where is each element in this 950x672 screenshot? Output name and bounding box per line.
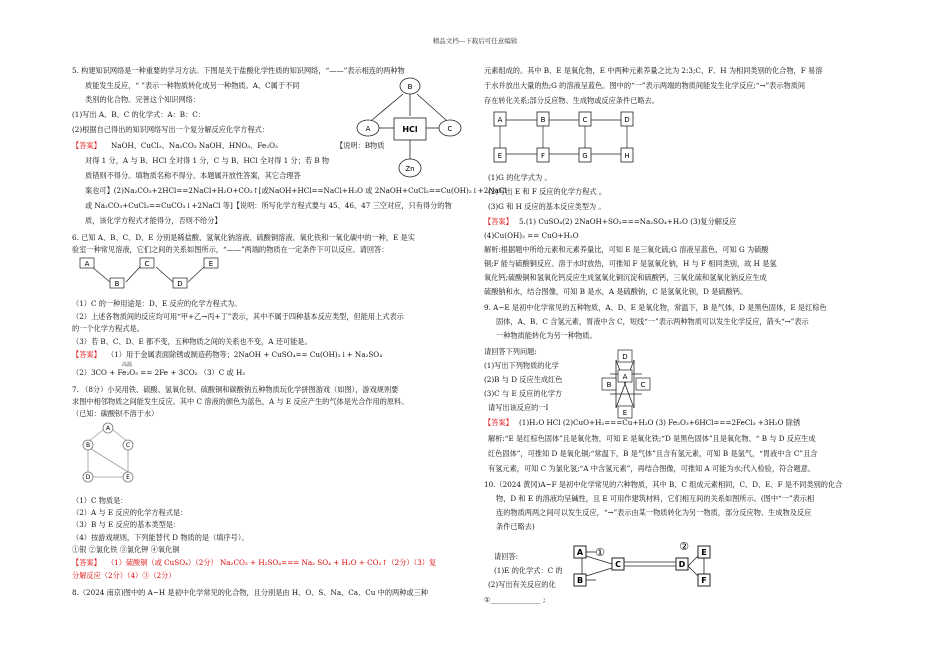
q9-line: 请回答下列问题: <box>484 347 537 356</box>
q8-node-label: G <box>582 152 588 160</box>
node-a-label: A <box>365 125 371 133</box>
q9-analysis: 红色固体”，可推知 D 是氧化铜;“常温下，B 是气体”且含有氢元素，可知 B 是氢气，“胃液中含 C”且含 <box>488 449 818 458</box>
q8-diagram <box>494 110 644 166</box>
q6-chain-diagram <box>78 256 228 292</box>
q10-line: 物，D 和 E 的溶液均呈碱性，且 E 可用作建筑材料，它们相互间的关系如图所示。(图中“一”表示相 <box>496 494 815 503</box>
q9-diagram <box>600 348 652 420</box>
q10-line: ①______________ ; <box>484 595 546 604</box>
svg-text:C: C <box>640 381 646 389</box>
node-c-label: C <box>447 125 453 133</box>
q8-answer: (4)Cu(OH)₂ == CuO+H₂O <box>484 231 579 240</box>
q8-node-label: C <box>582 116 588 124</box>
q6-line: 6. 已知 A、B、C、D、E 分别是稀盐酸、氢氧化钠溶液、硫酸铜溶液、氧化铁和一氧化碳中的一种，E 是实 <box>72 233 415 242</box>
svg-text:B: B <box>85 442 91 449</box>
q5-line: 质，该化学方程式才能得分，否则不给分】 <box>85 216 222 225</box>
q8-analysis: 硫酸钠和水，结合图像，可知 B 是水，A 是硫酸钠，C 是氢氧化钡，D 是硫酸钙。 <box>484 287 748 296</box>
q7-answer: 分解反应（2分）（4）③（2分） <box>72 571 176 580</box>
q8-intro: 于水并放出大量的热;G 的溶液呈蓝色。图中的“一”表示两端的物质间能发生化学反应;“→”表示物质间 <box>484 81 806 90</box>
svg-text:E: E <box>701 548 707 557</box>
svg-text:A: A <box>105 425 111 432</box>
q8-analysis: 氧化钙;硫酸铜和氢氧化钙反应生成氢氧化铜沉淀和硫酸钙，三氧化硫和氢氧化钠反应生成 <box>484 273 767 282</box>
q7-diagram <box>78 420 158 490</box>
q10-line: 请回答: <box>494 552 518 561</box>
q7-line: （1）C 物质是： <box>72 496 128 505</box>
q7-line: 7. （8分）小吴用铁、硫酸、氢氧化钡、硫酸铜和碳酸钠五种物质玩化学拼图游戏（如图），游戏规则要 <box>72 385 399 394</box>
q10-line: 条件已略去) <box>496 522 535 531</box>
q10-line: 连的物质两两之间可以发生反应，“→”表示由某一物质转化为另一物质，部分反应物、生成物及反应 <box>496 508 812 517</box>
q6-line: （2）上述各物质间的反应均可用“甲+乙→丙+丁”表示，其中不属于四种基本反应类型，但能用上式表示 <box>72 312 404 321</box>
q8-node-label: A <box>497 116 503 124</box>
q10-label-2: ② <box>679 540 689 553</box>
q8-answer: 5.(1) CuSO₄(2) 2NaOH+SO₃===Na₂SO₄+H₂O (3)复分解反应 <box>519 217 737 226</box>
svg-text:C: C <box>144 260 150 268</box>
node-zn-label: Zn <box>405 165 415 173</box>
q9-line: (1)写出下列物质的化学 <box>484 361 559 370</box>
q8-question: (3)G 和 H 反应的基本反应类型为 。 <box>488 202 606 211</box>
q9-line: 固体，A、B、C 含氢元素，胃液中含 C，短线“一”表示两种物质可以发生化学反应，箭头“→”表示 <box>496 317 809 326</box>
svg-text:D: D <box>85 474 91 481</box>
svg-text:A: A <box>84 260 90 268</box>
node-b-label: B <box>407 83 413 91</box>
answer-label: 【答案】 <box>72 141 101 150</box>
svg-text:D: D <box>622 353 628 361</box>
q6-answer: （2）3CO + Fe₂O₃ == 2Fe + 3CO₂ （3）C 或 H₂ <box>72 368 246 377</box>
svg-text:D: D <box>678 560 686 569</box>
q5-line: NaOH、CuCl₂、Na₂CO₃ NaOH、HNO₃、Fe₂O₃ <box>111 141 278 150</box>
q8-node-label: D <box>624 116 630 124</box>
q10-line: (2)写出有关反应的化 <box>488 580 556 589</box>
q10-line: 10.（2024 黄冈)A~F 是初中化学常见的六种物质，其中 B、C 组成元素相同，C、D、E、F 是不同类别的化合 <box>484 480 843 489</box>
q10-diagram <box>572 542 722 594</box>
q5-line: 案也可】(2)Na₂CO₃+2HCl==2NaCl+H₂O+CO₂↑[或NaOH+HCl==NaCl+H₂O 或 2NaOH+CuCl₂==Cu(OH)₂↓+2NaCl <box>85 186 507 195</box>
svg-text:B: B <box>114 280 120 288</box>
q8-question: (1)G 的化学式为 。 <box>488 173 552 182</box>
q6-condition: 高温 <box>122 362 133 368</box>
node-hcl-label: HCl <box>402 125 418 134</box>
q6-answer: （1）用于金属表面除锈或制造药物等；2NaOH + CuSO₄== Cu(OH)₂↓+ Na₂SO₄ <box>107 350 383 359</box>
svg-text:E: E <box>126 474 130 481</box>
q8-question: (2)写出 E 和 F 反应的化学方程式 。 <box>488 187 607 196</box>
q8-node-label: B <box>540 116 546 124</box>
q5-diagram <box>350 76 470 181</box>
page-header: 精品文档---下载后可任意编辑 <box>432 37 518 45</box>
q5-line: 类别的化合物。完善这个知识网络： <box>85 95 201 104</box>
svg-text:E: E <box>622 409 628 417</box>
q9-answer: (1)H₂O HCl (2)CuO+H₂===Cu+H₂O (3) Fe₂O₃+6HCl===2FeCl₃ +3H₂O 除锈 <box>519 418 801 427</box>
q8-node-label: E <box>497 152 503 160</box>
q9-line: 9. A~E 是初中化学常见的五种物质，A、D、E 是氧化物，常温下，B 是气体，D 是黑色固体，E 是红棕色 <box>484 303 827 312</box>
answer-label: 【答案】 <box>72 558 101 567</box>
q9-line: 一种物质能转化为另一种物质。 <box>496 331 597 340</box>
q7-line: 求图中相邻物质之间能发生反应。其中 C 溶液的颜色为蓝色，A 与 E 反应产生的气体是光合作用的原料。 <box>72 397 409 406</box>
q9-analysis: 解析:“E 是红棕色固体”且是氧化物，可知 E 是氧化铁;“D 是黑色固体”且是氧化物、“ B 与 D 反应生成 <box>488 434 816 443</box>
q6-line: （1）C 的一种用途是：D、E 反应的化学方程式为。 <box>72 299 242 308</box>
svg-text:C: C <box>615 560 621 569</box>
q8-node-label: H <box>624 152 630 160</box>
q5-line: 质能发生反应，“ ”表示一种物质转化成另一种物质。A、C属于不同 <box>85 81 300 90</box>
svg-text:C: C <box>125 442 131 449</box>
q9-line: (3)C 与 E 反应的化学方 <box>484 389 563 398</box>
svg-text:F: F <box>701 576 707 585</box>
q7-line: （4）按游戏规则，下列能替代 D 物质的是（填序号）。 <box>72 533 249 542</box>
q8-line: 8.（2024 南京)图中的 A~H 是初中化学常见的化合物，且分别是由 H、O、S、Na、Ca、Cu 中的两种或三种 <box>72 588 428 597</box>
q8-node-label: F <box>540 152 546 160</box>
answer-label: 【答案】 <box>72 350 101 359</box>
q8-analysis: 铜;F 能与硫酸铜反应、溶于水时放热，可推知 F 是氢氧化钠，H 与 F 相同类别，故 H 是氢 <box>484 259 777 268</box>
svg-text:A: A <box>622 373 628 381</box>
q5-line: 对得 1 分，A 与 B、HCl 全对得 1 分，C 与 B、HCl 全对得 1 分；若 B 物 <box>85 156 330 165</box>
q7-line: （3）B 与 E 反应的基本类型是： <box>72 520 181 529</box>
svg-text:A: A <box>576 548 584 557</box>
q7-line: ①银 ②氯化铁 ③氯化钾 ④氧化铜 <box>72 545 180 554</box>
q8-analysis: 解析:根据题中所给元素和元素养量比，可知 E 是三氧化硫;G 溶液呈蓝色，可知 G 为硫酸 <box>484 245 769 254</box>
q5-line: 5. 构建知识网络是一种重要的学习方法。下图是关于盐酸化学性质的知识网络，“——”表示相连的两种物 <box>72 66 405 75</box>
q7-line: （2）A 与 E 反应的化学方程式是： <box>72 508 188 517</box>
q5-line: 或 Na₂CO₃+CuCl₂==CuCO₃↓+2NaCl 等]【说明：所写化学方程式要与 45、46、47 三空对应，只有得分的物 <box>85 201 452 210</box>
svg-text:D: D <box>177 280 183 288</box>
q7-answer: （1）硫酸铜（或 CuSO₄）（2分） Na₂CO₃ + H₂SO₄=== Na₂ SO₄ + H₂O + CO₂↑（2分）（3）复 <box>107 558 437 567</box>
q9-line: 请写出该反应的一Ⅰ <box>488 403 549 412</box>
answer-label: 【答案】 <box>484 418 513 427</box>
answer-label: 【答案】 <box>484 217 513 226</box>
q10-label-1: ① <box>595 546 605 559</box>
q5-note: 【说明：B物质 <box>336 141 385 150</box>
q6-line: 验室一种常见溶液，它们之间的关系如图所示，“——”两端的物质在一定条件下可以反应。请回答： <box>72 245 389 254</box>
q7-line: （已知：碳酸钡不溶于水） <box>72 409 159 418</box>
svg-text:E: E <box>208 260 214 268</box>
q6-line: （3）若 B、C、D、E 都不变，五种物质之间的关系也不变，A 还可能是。 <box>72 337 312 346</box>
q9-line: (2)B 与 D 反应生成红色 <box>484 375 563 384</box>
q9-analysis: 有氢元素，可知 C 为氯化氢;“A 中含氢元素”，再结合图像，可推知 A 可能为水;代入检验，符合题意。 <box>488 464 816 473</box>
q8-intro: 存在转化关系;部分反应物、生成物或反应条件已略去。 <box>484 96 659 105</box>
q8-intro: 元素组成的。其中 B、E 是氧化物，E 中两种元素养量之比为 2:3;C、F、H 为相同类别的化合物，F 易溶 <box>484 66 823 75</box>
q5-line: (2)根据自己得出的知识网络写出一个复分解反应化学方程式： <box>72 125 270 134</box>
q5-line: 质错则不得分。填物质名称不得分。本题属开放性答案，其它合理答 <box>85 171 301 180</box>
q5-line: (1)写出 A、B、C 的化学式：A：B：C： <box>72 110 205 119</box>
svg-text:B: B <box>606 381 612 389</box>
q10-line: (1)E 的化学式：C 的 <box>494 566 563 575</box>
svg-text:B: B <box>576 576 584 585</box>
q6-line: 的一个化学方程式是。 <box>72 324 144 333</box>
